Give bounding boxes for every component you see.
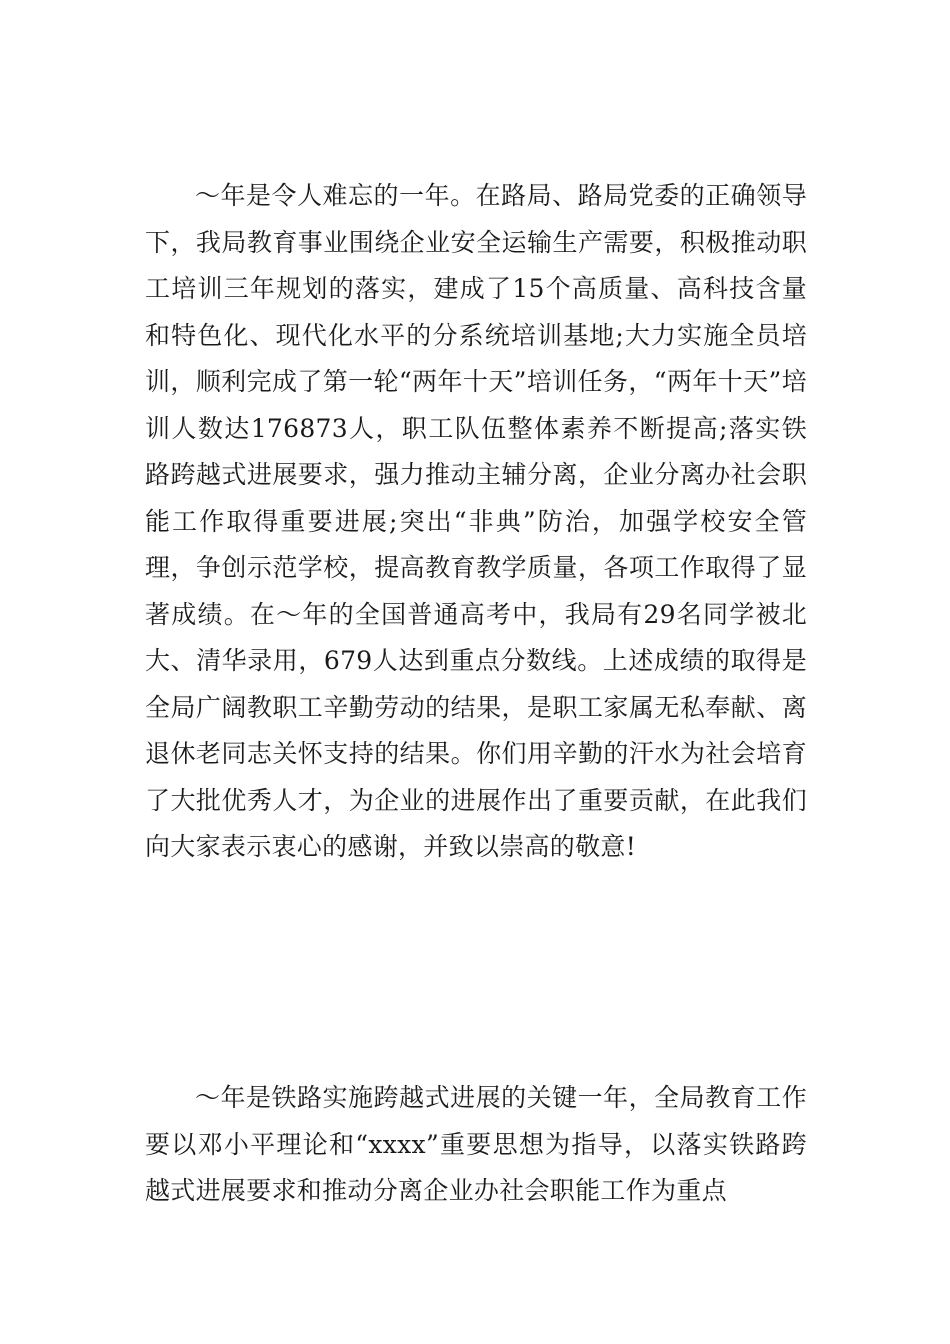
body-paragraph: ～年是铁路实施跨越式进展的关键一年，全局教育工作要以邓小平理论和“xxxx”重要思想为指导，以落实铁路跨越式进展要求和推动分离企业办社会职能工作为重点 — [145, 1083, 807, 1205]
body-paragraph: ～年是令人难忘的一年。在路局、路局党委的正确领导下，我局教育事业围绕企业安全运输生产需要，积极推动职工培训三年规划的落实，建成了15个高质量、高科技含量和特色化、现代化水平的分系统培训基地;大力实施全员培训，顺利完成了第一轮“两年十天”培训任务，“两年十天”培训人数达176873人，职工队伍整体素养不断提高;落实铁路跨越式进展要求，强力推动主辅分离，企业分离办社会职能工作取得重要进展;突出“非典”防治，加强学校安全管理，争创示范学校，提高教育教学质量，各项工作取得了显著成绩。在～年的全国普通高考中，我局有29名同学被北大、清华录用，679人达到重点分数线。上述成绩的取得是全局广阔教职工辛勤劳动的结果，是职工家属无私奉献、离退休老同志关怀支持的结果。你们用辛勤的汗水为社会培育了大批优秀人才，为企业的进展作出了重要贡献，在此我们向大家表示衷心的感谢，并致以崇高的敬意! — [145, 181, 807, 861]
